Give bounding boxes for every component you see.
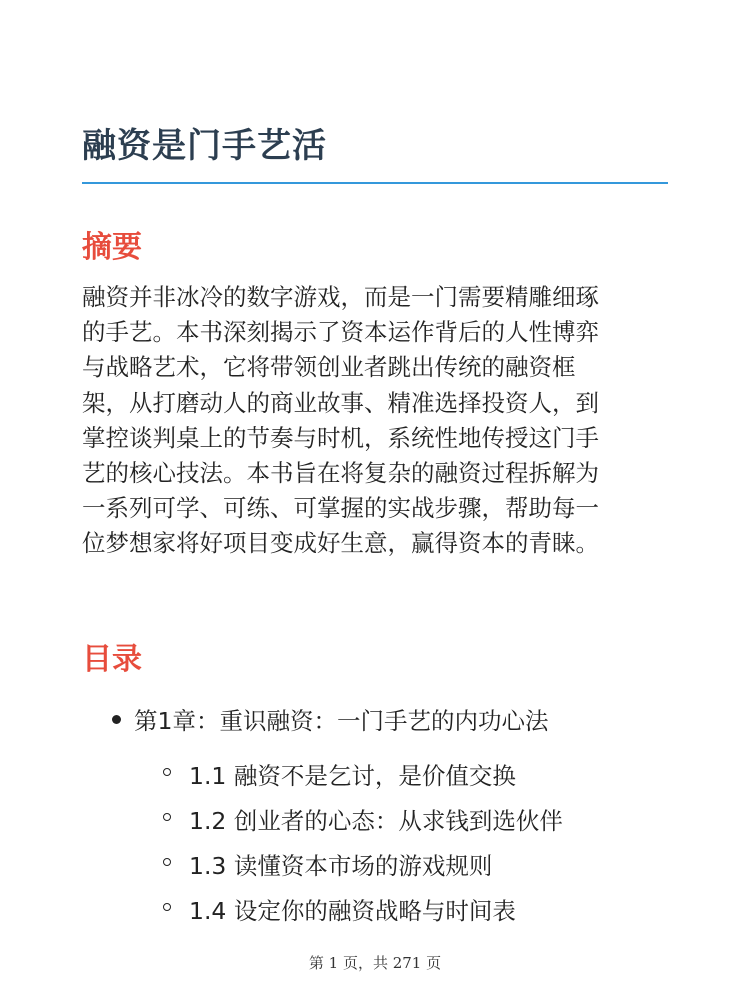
abstract-line: 架，从打磨动人的商业故事、精准选择投资人，到	[82, 388, 599, 417]
abstract-line: 融资并非冰冷的数字游戏，而是一门需要精雕细琢	[82, 283, 599, 311]
toc-section-1-4[interactable]: 1.4 设定你的融资战略与时间表	[189, 897, 516, 925]
abstract-line: 位梦想家将好项目变成好生意，赢得资本的青睐。	[82, 529, 599, 558]
bullet-disc-icon	[112, 715, 121, 724]
page-number-footer: 第 1 页，共 271 页	[308, 954, 442, 972]
abstract-line: 掌控谈判桌上的节奏与时机，系统性地传授这门手	[82, 423, 599, 452]
abstract-line: 与战略艺术，它将带领创业者跳出传统的融资框	[82, 353, 576, 382]
abstract-line: 艺的核心技法。本书旨在将复杂的融资过程拆解为	[82, 459, 599, 488]
bullet-circle-icon	[163, 903, 171, 911]
title-divider	[82, 182, 668, 184]
abstract-heading: 摘要	[82, 230, 142, 265]
toc-section-1-1[interactable]: 1.1 融资不是乞讨，是价值交换	[189, 762, 516, 790]
abstract-line: 的手艺。本书深刻揭示了资本运作背后的人性博弈	[82, 318, 599, 347]
bullet-circle-icon	[163, 768, 171, 776]
toc-heading: 目录	[82, 642, 142, 677]
toc-section-1-2[interactable]: 1.2 创业者的心态：从求钱到选伙伴	[189, 807, 563, 835]
page-title: 融资是门手艺活	[82, 126, 327, 166]
abstract-line: 一系列可学、可练、可掌握的实战步骤，帮助每一	[82, 494, 599, 523]
bullet-circle-icon	[163, 813, 171, 821]
toc-section-1-3[interactable]: 1.3 读懂资本市场的游戏规则	[189, 852, 493, 880]
toc-chapter-1[interactable]: 第1章：重识融资：一门手艺的内功心法	[134, 707, 549, 735]
abstract-paragraph	[82, 280, 668, 562]
bullet-circle-icon	[163, 858, 171, 866]
